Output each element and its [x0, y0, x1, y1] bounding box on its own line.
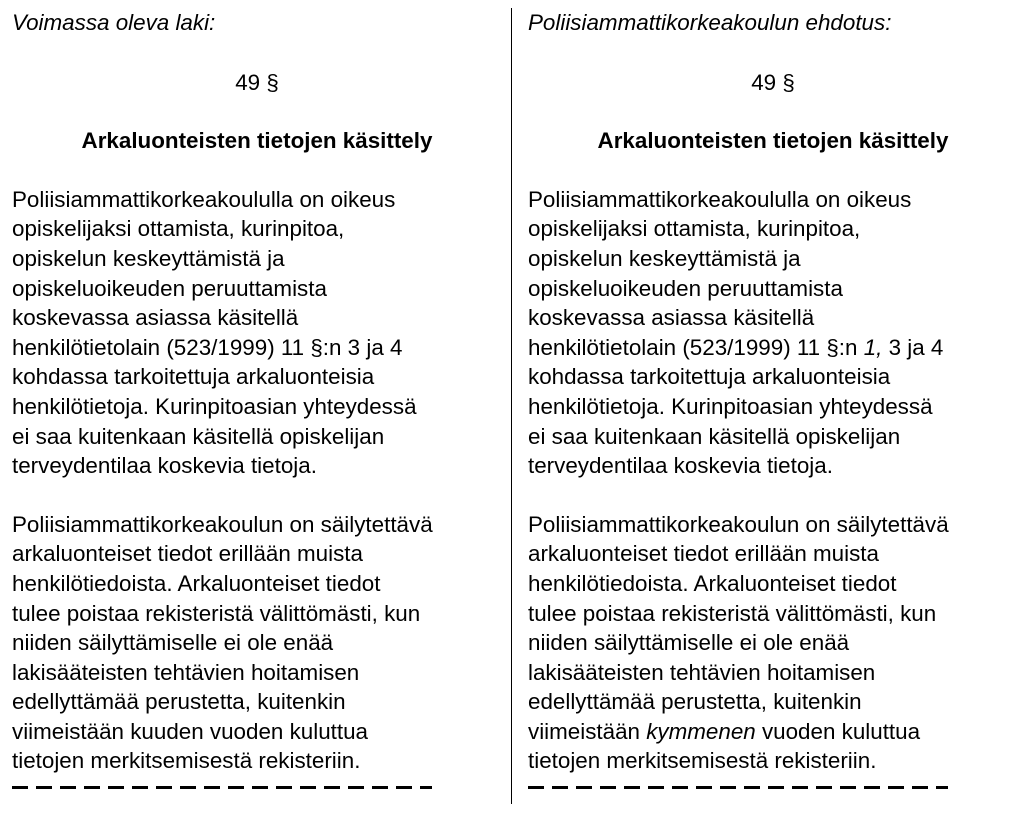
- text-line: Poliisiammattikorkeakoulun on säilytettävä: [12, 511, 433, 537]
- text-line: terveydentilaa koskevia tietoja.: [12, 453, 317, 479]
- text-line: Poliisiammattikorkeakoulun on säilytettävä: [528, 511, 949, 537]
- text-line: tulee poistaa rekisteristä välittömästi, kun: [12, 600, 421, 626]
- text-line: opiskelun keskeyttämistä ja: [12, 245, 285, 271]
- text-line: henkilötietoja. Kurinpitoasian yhteydessä: [12, 393, 417, 419]
- text-line: arkaluonteiset tiedot erillään muista: [528, 541, 879, 567]
- text-segment: henkilötietolain (523/1999) 11 §:n: [528, 334, 864, 360]
- text-line: edellyttämää perustetta, kuitenkin: [12, 689, 346, 715]
- text-line: henkilötiedoista. Arkaluonteiset tiedot: [528, 570, 897, 596]
- text-line: viimeistään kuuden vuoden kuluttua: [12, 718, 368, 744]
- text-line: terveydentilaa koskevia tietoja.: [528, 453, 833, 479]
- text-line: opiskelijaksi ottamista, kurinpitoa,: [12, 216, 345, 242]
- proposal-column: [528, 8, 1018, 789]
- paragraph-2: [528, 510, 1018, 776]
- text-line: koskevassa asiassa käsitellä: [12, 305, 299, 331]
- text-line: ei saa kuitenkaan käsitellä opiskelijan: [12, 423, 385, 449]
- paragraph-1: [12, 185, 502, 481]
- text-line: lakisääteisten tehtävien hoitamisen: [528, 659, 876, 685]
- text-line: arkaluonteiset tiedot erillään muista: [12, 541, 363, 567]
- paragraph-1: [528, 185, 1018, 481]
- text-line: opiskeluoikeuden peruuttamista: [528, 275, 843, 301]
- section-number: 49 §: [235, 69, 279, 95]
- emphasized-text: kymmenen: [646, 718, 756, 744]
- text-segment: vuoden kuluttua: [755, 718, 921, 744]
- text-line: lakisääteisten tehtävien hoitamisen: [12, 659, 360, 685]
- text-line: ei saa kuitenkaan käsitellä opiskelijan: [528, 423, 901, 449]
- text-line: tietojen merkitsemisestä rekisteriin.: [12, 748, 361, 774]
- section-number: 49 §: [751, 69, 795, 95]
- text-line: [528, 333, 1018, 363]
- text-line: henkilötietolain (523/1999) 11 §:n 3 ja 4: [12, 334, 403, 360]
- text-line: niiden säilyttämiselle ei ole enää: [528, 630, 850, 656]
- text-line: kohdassa tarkoitettuja arkaluonteisia: [528, 364, 891, 390]
- text-segment: 3 ja 4: [882, 334, 944, 360]
- text-segment: viimeistään: [528, 718, 647, 744]
- paragraph-2: [12, 510, 502, 776]
- section-title: Arkaluonteisten tietojen käsittely: [81, 128, 433, 154]
- proposal-label: Poliisiammattikorkeakoulun ehdotus:: [528, 10, 892, 35]
- text-line: henkilötiedoista. Arkaluonteiset tiedot: [12, 570, 381, 596]
- text-line: opiskelijaksi ottamista, kurinpitoa,: [528, 216, 861, 242]
- section-title: Arkaluonteisten tietojen käsittely: [597, 128, 949, 154]
- dashed-separator: [12, 786, 432, 789]
- text-line: henkilötietoja. Kurinpitoasian yhteydessä: [528, 393, 933, 419]
- text-line: niiden säilyttämiselle ei ole enää: [12, 630, 334, 656]
- text-line: tietojen merkitsemisestä rekisteriin.: [528, 748, 877, 774]
- text-line: tulee poistaa rekisteristä välittömästi, kun: [528, 600, 937, 626]
- current-law-label: Voimassa oleva laki:: [12, 10, 216, 35]
- text-line: Poliisiammattikorkeakoululla on oikeus: [528, 186, 912, 212]
- current-law-column: [12, 8, 502, 789]
- text-line: Poliisiammattikorkeakoululla on oikeus: [12, 186, 396, 212]
- text-line: [528, 717, 1018, 747]
- text-line: koskevassa asiassa käsitellä: [528, 305, 815, 331]
- emphasized-text: 1,: [863, 334, 883, 360]
- text-line: kohdassa tarkoitettuja arkaluonteisia: [12, 364, 375, 390]
- dashed-separator: [528, 786, 948, 789]
- text-line: edellyttämää perustetta, kuitenkin: [528, 689, 862, 715]
- column-divider: [511, 8, 512, 804]
- text-line: opiskeluoikeuden peruuttamista: [12, 275, 327, 301]
- text-line: opiskelun keskeyttämistä ja: [528, 245, 801, 271]
